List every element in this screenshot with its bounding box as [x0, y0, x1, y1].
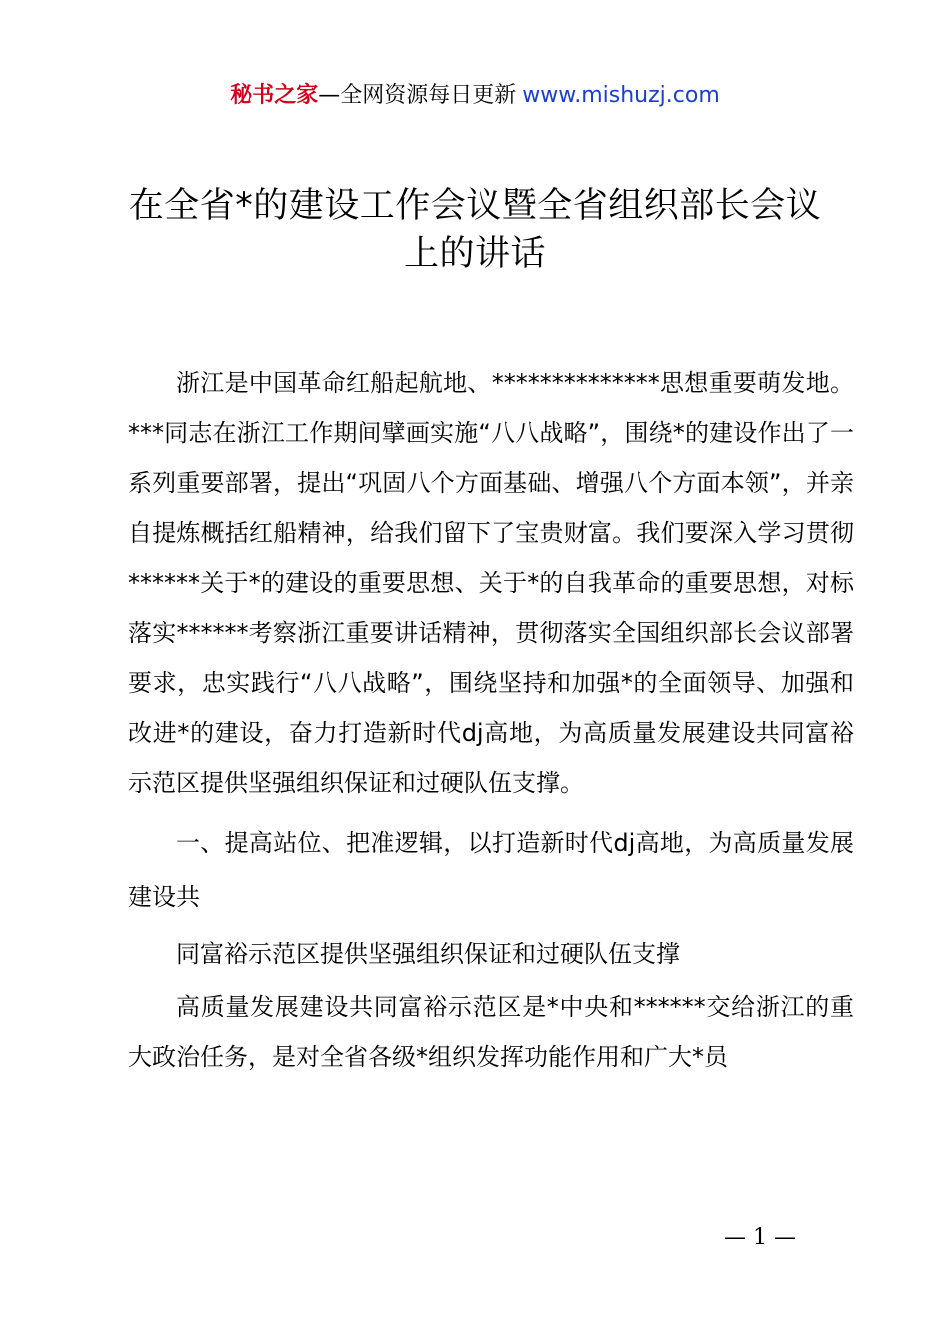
site-header: [0, 80, 950, 112]
section-heading-1-continuation: 同富裕示范区提供坚强组织保证和过硬队伍支撑: [176, 940, 680, 968]
document-title: [60, 182, 890, 278]
section-heading-1: 一、提高站位、把准逻辑，以打造新时代dj高地，为高质量发展建设共: [128, 829, 854, 911]
document-title-line-1: 在全省*的建设工作会议暨全省组织部长会议: [128, 186, 822, 226]
page-number: — 1 —: [724, 1225, 796, 1250]
document-body: [128, 358, 854, 1082]
site-tagline: —全网资源每日更新: [318, 83, 517, 108]
body-paragraph-intro: 浙江是中国革命红船起航地、**************思想重要萌发地。***同志在浙江工作期间擘画实施“八八战略”，围绕*的建设作出了一系列重要部署，提出“巩固八个方面基础、增强八个方面本领”，并亲自提炼概括红船精神，给我们留下了宝贵财富。我们要深入学习贯彻******关于*的建设的重要思想、关于*的自我革命的重要思想，对标落实******考察浙江重要讲话精神，贯彻落实全国组织部长会议部署要求，忠实践行“八八战略”，围绕坚持和加强*的全面领导、加强和改进*的建设，奋力打造新时代dj高地，为高质量发展建设共同富裕示范区提供坚强组织保证和过硬队伍支撑。: [128, 369, 854, 797]
site-brand: 秘书之家: [230, 83, 319, 108]
site-url-link[interactable]: www.mishuzj.com: [522, 83, 720, 108]
body-paragraph-section-1: 高质量发展建设共同富裕示范区是*中央和******交给浙江的重大政治任务，是对全省各级*组织发挥功能作用和广大*员: [128, 993, 854, 1071]
document-title-line-2: 上的讲话: [403, 234, 546, 274]
